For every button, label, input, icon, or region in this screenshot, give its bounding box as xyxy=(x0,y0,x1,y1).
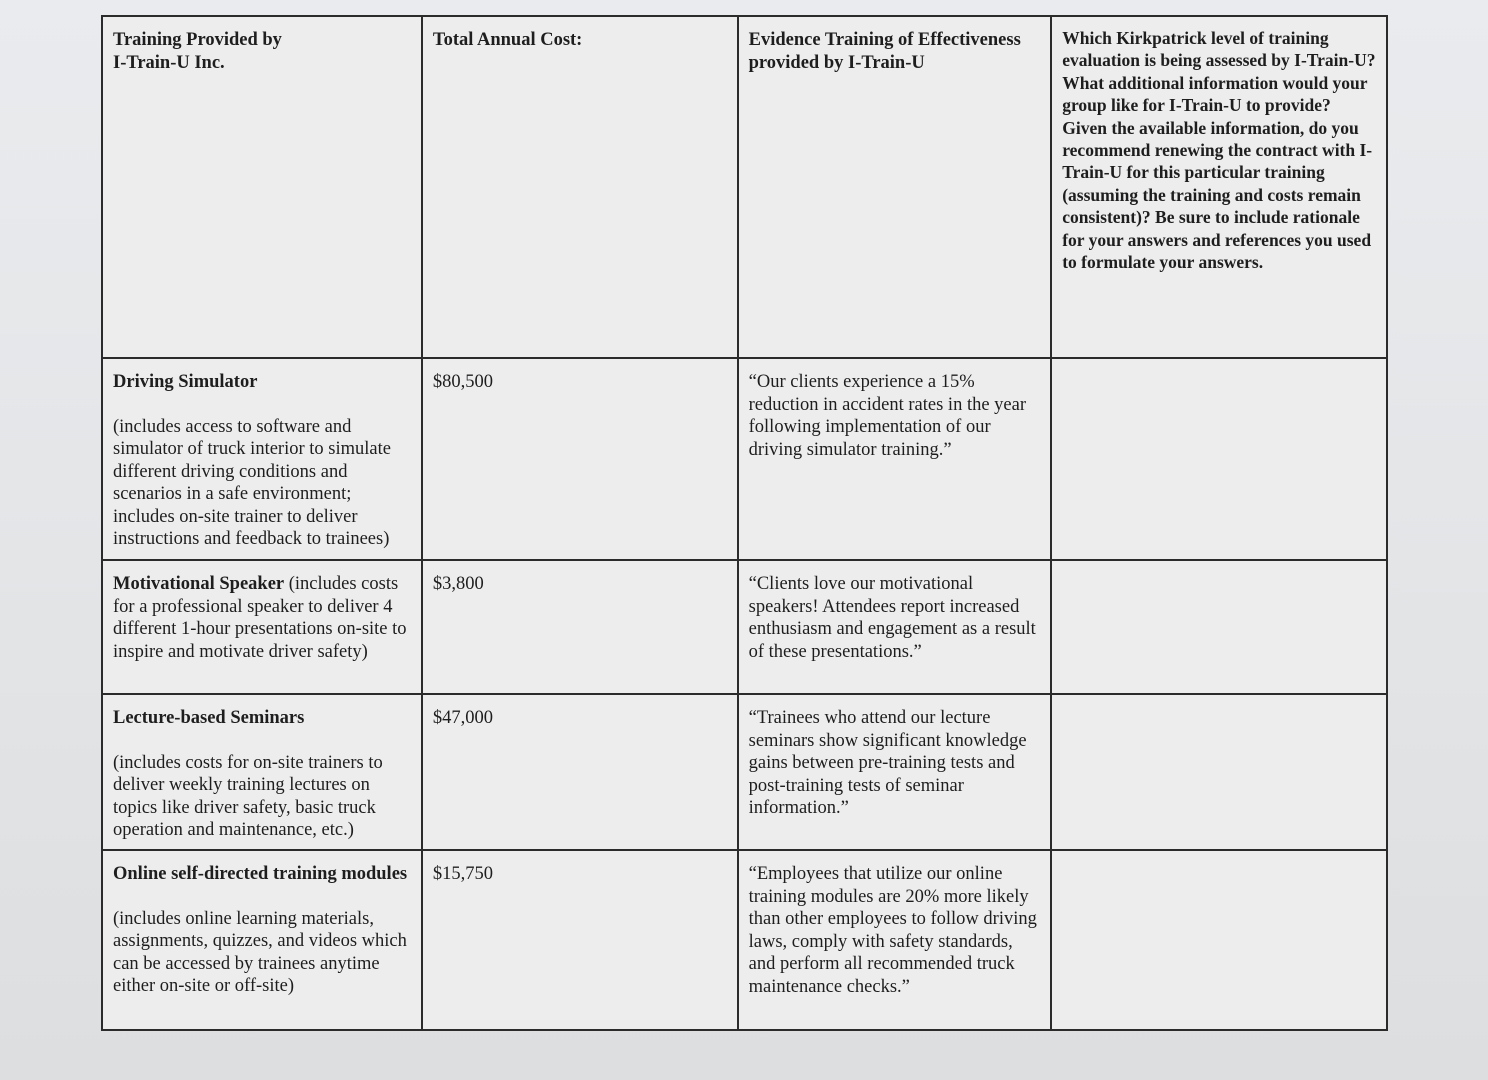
evidence-cell: “Employees that utilize our online training modules are 20% more likely than other employees to follow driving laws, comply with safety standards, and perform all recommended truck maintenance checks.” xyxy=(738,850,1052,1030)
header-training-line1: Training Provided by xyxy=(113,30,282,50)
training-name: Lecture-based Seminars xyxy=(113,708,305,728)
evidence-cell: “Our clients experience a 15% reduction in accident rates in the year following implementation of our driving simulator training.” xyxy=(738,358,1052,560)
cost-cell: $80,500 xyxy=(422,358,738,560)
header-kirkpatrick: Which Kirkpatrick level of training evaluation is being assessed by I-Train-U? What additional information would your group like for I-Train-U to provide? Given the available information, do you recommend renewing the contract with I-Train-U for this particular training (assuming the training and costs remain consistent)? Be sure to include rationale for your answers and references you used to formulate your answers. xyxy=(1051,16,1387,358)
training-name: Driving Simulator xyxy=(113,372,258,392)
table-row xyxy=(102,560,1387,694)
answer-cell[interactable] xyxy=(1051,560,1387,694)
training-description: (includes costs for on-site trainers to deliver weekly training lectures on topics like driver safety, basic truck operation and maintenance, etc.) xyxy=(113,752,383,840)
header-row xyxy=(102,16,1387,358)
header-evidence-line2: provided by I-Train-U xyxy=(748,52,925,73)
training-description: (includes online learning materials, assignments, quizzes, and videos which can be accessed by trainees anytime either on-site or off-site) xyxy=(113,908,407,996)
header-training-line2: I-Train-U Inc. xyxy=(113,52,225,73)
training-description: (includes costs for a professional speaker to deliver 4 different 1-hour presentations on-site to inspire and motivate driver safety) xyxy=(113,574,407,662)
evidence-cell: “Clients love our motivational speakers! Attendees report increased enthusiasm and engagement as a result of these presentations.” xyxy=(738,560,1052,694)
training-cell xyxy=(102,694,422,850)
training-evaluation-table xyxy=(101,15,1388,1031)
training-cell xyxy=(102,560,422,694)
training-cell xyxy=(102,850,422,1030)
table-row xyxy=(102,850,1387,1030)
cost-cell: $47,000 xyxy=(422,694,738,850)
header-training xyxy=(102,16,422,358)
training-name: Motivational Speaker xyxy=(113,574,285,594)
table-row xyxy=(102,358,1387,560)
header-cost: Total Annual Cost: xyxy=(422,16,738,358)
table-row xyxy=(102,694,1387,850)
answer-cell[interactable] xyxy=(1051,694,1387,850)
training-cell xyxy=(102,358,422,560)
answer-cell[interactable] xyxy=(1051,358,1387,560)
answer-cell[interactable] xyxy=(1051,850,1387,1030)
header-evidence-line1: Evidence Training of Effectiveness xyxy=(748,30,1021,50)
cost-cell: $3,800 xyxy=(422,560,738,694)
training-description: (includes access to software and simulator of truck interior to simulate different driving conditions and scenarios in a safe environment; includes on-site trainer to deliver instructions and feedback to trainees) xyxy=(113,416,391,549)
cost-cell: $15,750 xyxy=(422,850,738,1030)
evidence-cell: “Trainees who attend our lecture seminars show significant knowledge gains between pre-training tests and post-training tests of seminar information.” xyxy=(738,694,1052,850)
training-name: Online self-directed training modules xyxy=(113,864,408,884)
header-evidence xyxy=(738,16,1052,358)
